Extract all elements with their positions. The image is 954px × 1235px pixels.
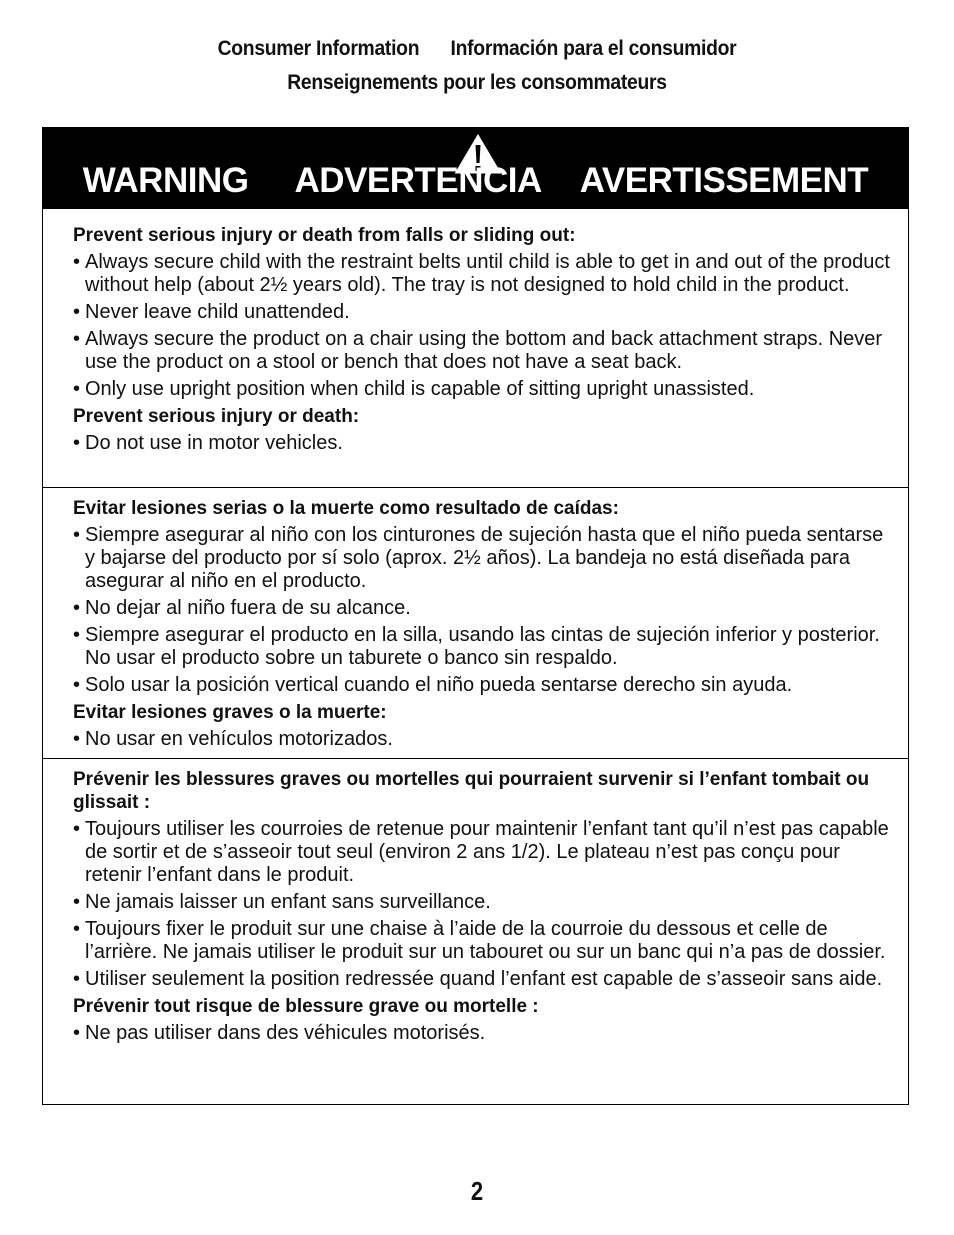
bullet-list <box>73 524 892 697</box>
list-item: • Toujours fixer le produit sur une chaise à l’aide de la courroie du dessous et celle de l’arrière. Ne jamais utiliser le produit sur un tabouret ou sur un banc qui n’a pas de dossier. <box>73 918 892 964</box>
section-heading: Evitar lesiones graves o la muerte: <box>73 702 387 723</box>
section-heading: Evitar lesiones serias o la muerte como resultado de caídas: <box>73 498 619 519</box>
list-item: • Never leave child unattended. <box>73 301 892 324</box>
section-heading: Prévenir les blessures graves ou mortelles qui pourraient survenir si l’enfant tombait ou glissait : <box>73 769 870 813</box>
bullet-list <box>73 818 892 991</box>
section-divider <box>43 758 908 759</box>
warning-title <box>43 161 908 201</box>
page-header-line-1 <box>38 37 916 61</box>
list-item: • Utiliser seulement la position redressée quand l’enfant est capable de s’asseoir sans aide. <box>73 968 892 991</box>
warning-box <box>42 127 909 1105</box>
list-item: • Solo usar la posición vertical cuando el niño pueda sentarse derecho sin ayuda. <box>73 674 892 697</box>
list-item: • Always secure child with the restraint belts until child is able to get in and out of the product without help (about 2½ years old). The tray is not designed to hold child in the product. <box>73 251 892 297</box>
bullet-list <box>73 251 892 401</box>
list-item: • Always secure the product on a chair using the bottom and back attachment straps. Never use the product on a stool or bench that does not have a seat back. <box>73 328 892 374</box>
list-item: • Ne pas utiliser dans des véhicules motorisés. <box>73 1022 892 1045</box>
consumer-information-fr: Renseignements pour les consommateurs <box>287 71 667 94</box>
section-heading: Prevent serious injury or death from falls or sliding out: <box>73 225 576 246</box>
section-heading: Prévenir tout risque de blessure grave ou mortelle : <box>73 996 539 1017</box>
section-french <box>43 768 908 1049</box>
list-item: • Siempre asegurar el producto en la silla, usando las cintas de sujeción inferior y posterior. No usar el producto sobre un taburete o banco sin respaldo. <box>73 624 892 670</box>
consumer-information-es: Información para el consumidor <box>450 37 737 60</box>
section-english <box>43 224 908 459</box>
bullet-list <box>73 1022 892 1045</box>
bullet-list <box>73 432 892 455</box>
list-item: • Siempre asegurar al niño con los cinturones de sujeción hasta que el niño pueda sentarse y bajarse del producto por sí solo (aprox. 2½ años). La bandeja no está diseñada para asegurar al niño en el producto. <box>73 524 892 593</box>
warning-banner <box>43 128 908 209</box>
consumer-information-en: Consumer Information <box>217 37 420 60</box>
section-spanish <box>43 497 908 755</box>
warning-word-fr: AVERTISSEMENT <box>579 161 869 200</box>
list-item: • Ne jamais laisser un enfant sans surveillance. <box>73 891 892 914</box>
list-item: • Only use upright position when child is capable of sitting upright unassisted. <box>73 378 892 401</box>
list-item: • Toujours utiliser les courroies de retenue pour maintenir l’enfant tant qu’il n’est pas capable de sortir et de s’asseoir tout seul (environ 2 ans 1/2). Le plateau n’est pas conçu pour retenir l’enfant dans le produit. <box>73 818 892 887</box>
section-divider <box>43 487 908 488</box>
list-item: • No usar en vehículos motorizados. <box>73 728 892 751</box>
section-heading: Prevent serious injury or death: <box>73 406 360 427</box>
list-item: • Do not use in motor vehicles. <box>73 432 892 455</box>
bullet-list <box>73 728 892 751</box>
page-number: 2 <box>470 1176 484 1206</box>
warning-word-en: WARNING <box>82 161 249 200</box>
warning-word-es: ADVERTENCIA <box>294 161 542 200</box>
list-item: • No dejar al niño fuera de su alcance. <box>73 597 892 620</box>
